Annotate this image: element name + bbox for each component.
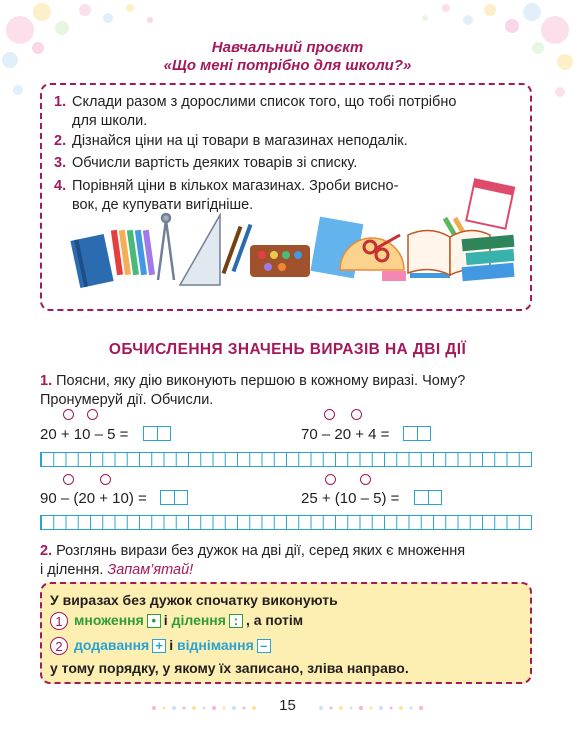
answer-box[interactable] — [160, 490, 188, 505]
exercise-line: Розглянь вирази без дужок на дві дії, серед яких є множення — [56, 543, 466, 559]
exercise-line: і ділення. — [40, 562, 104, 578]
exercise-line: Поясни, яку дію виконують першою в кожному виразі. Чому? — [56, 373, 466, 389]
task-text: Порівняй ціни в кількох магазинах. Зроби висно- — [72, 178, 399, 194]
action-order-circle[interactable] — [325, 474, 336, 485]
action-order-circle[interactable] — [351, 409, 362, 420]
exercise-number: 1. — [40, 373, 53, 389]
eraser-icon — [382, 271, 450, 281]
markers-icon — [111, 230, 155, 275]
task-number: 1. — [54, 94, 67, 110]
exercise-1-text — [40, 372, 540, 410]
calendar-icon — [466, 179, 514, 228]
rule-outro: у тому порядку, у якому їх записано, зліва направо. — [50, 660, 409, 676]
plus-sign-icon: + — [152, 639, 166, 653]
exercise-number: 2. — [40, 543, 53, 559]
answer-grid[interactable] — [40, 452, 532, 467]
action-order-circle[interactable] — [100, 474, 111, 485]
task-number: 2. — [54, 133, 67, 149]
task-number: 4. — [54, 178, 67, 194]
page-number: 15 — [279, 697, 296, 714]
rule-step-1 — [50, 612, 303, 630]
multiplication-label: множення — [74, 612, 144, 628]
action-order-circle[interactable] — [324, 409, 335, 420]
task-item — [54, 93, 514, 131]
task-item — [54, 154, 357, 173]
and-word: і — [163, 612, 168, 628]
step-number: 2 — [50, 637, 68, 655]
answer-box[interactable] — [403, 426, 431, 441]
project-task-box — [40, 83, 532, 311]
multiply-sign-icon: • — [147, 614, 161, 628]
expression: 70 – 20 + 4 = — [301, 426, 390, 443]
project-heading: Навчальний проєкт — [211, 39, 364, 56]
remember-label: Запам’ятай! — [107, 562, 194, 578]
action-order-circle[interactable] — [63, 409, 74, 420]
school-supplies-illustration — [70, 175, 520, 300]
expression: 20 + 10 – 5 = — [40, 426, 129, 443]
task-number: 3. — [54, 155, 67, 171]
triangle-ruler-icon — [180, 215, 220, 285]
rule-box — [40, 582, 532, 684]
task-text: Склади разом з дорослими список того, що тобі потрібно — [72, 94, 457, 110]
step-number: 1 — [50, 612, 68, 630]
task-text: Дізнайся ціни на ці товари в магазинах неподалік. — [72, 133, 408, 149]
task-text-cont: для школи. — [72, 113, 148, 129]
divide-sign-icon: : — [229, 614, 243, 628]
books-stack-icon — [461, 235, 514, 281]
task-text-cont: вок, де купувати вигідніше. — [72, 197, 254, 213]
section-title: ОБЧИСЛЕННЯ ЗНАЧЕНЬ ВИРАЗІВ НА ДВІ ДІЇ — [108, 341, 467, 358]
expression: 25 + (10 – 5) = — [301, 490, 400, 507]
answer-box[interactable] — [414, 490, 442, 505]
brush-icon — [222, 224, 253, 274]
task-text: Обчисли вартість деяких товарів зі списку. — [72, 155, 358, 171]
exercise-line: Пронумеруй дії. Обчисли. — [40, 392, 214, 408]
action-order-circle[interactable] — [360, 474, 371, 485]
notebook-icon — [70, 234, 113, 288]
answer-grid[interactable] — [40, 515, 532, 530]
and-word: і — [169, 637, 174, 653]
compass-icon — [158, 214, 174, 280]
subtraction-label: віднімання — [177, 637, 254, 653]
exercise-2-text — [40, 542, 540, 580]
addition-label: додавання — [74, 637, 150, 653]
paint-palette-icon — [250, 245, 310, 277]
rule-intro: У виразах без дужок спочатку виконують — [50, 592, 338, 608]
division-label: ділення — [171, 612, 226, 628]
project-subtitle: «Що мені потрібно для школи?» — [163, 57, 412, 74]
minus-sign-icon: – — [257, 639, 271, 653]
rule-step-2 — [50, 637, 274, 655]
expression: 90 – (20 + 10) = — [40, 490, 147, 507]
then-word: , а потім — [245, 612, 304, 628]
action-order-circle[interactable] — [63, 474, 74, 485]
task-item — [54, 132, 408, 151]
answer-box[interactable] — [143, 426, 171, 441]
action-order-circle[interactable] — [87, 409, 98, 420]
